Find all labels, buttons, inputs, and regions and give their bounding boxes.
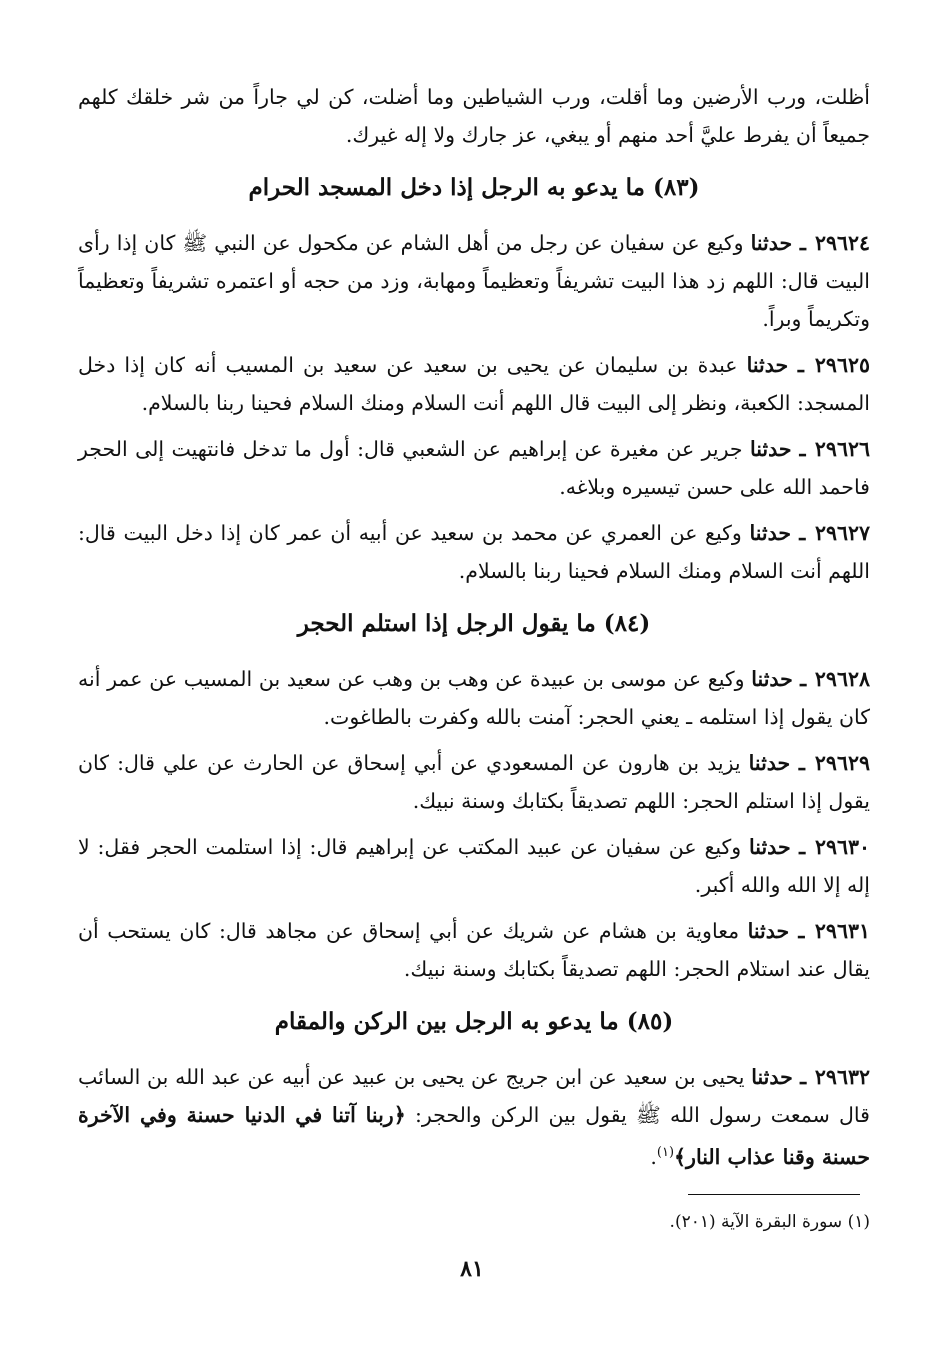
hadith-lead: ـ حدثنا (751, 667, 807, 691)
hadith-number: ٢٩٦٣٢ (814, 1065, 870, 1089)
hadith-number: ٢٩٦٣١ (814, 919, 870, 943)
hadith-text: معاوية بن هشام عن شريك عن أبي إسحاق عن مجاهد قال: كان يستحب أن يقال عند استلام الحجر: اللهم تصديقاً بكتابك وسنة نبيك. (78, 919, 870, 981)
intro-paragraph: أظلت، ورب الأرضين وما أقلت، ورب الشياطين وما أضلت، كن لي جاراً من شر خلقك كلهم جميعاً أن يفرط عليَّ أحد منهم أو يبغي، عز جارك ولا إله غيرك. (78, 85, 870, 147)
hadith-text: يزيد بن هارون عن المسعودي عن أبي إسحاق عن الحارث عن علي قال: كان يقول إذا استلم الحجر: اللهم تصديقاً بكتابك وسنة نبيك. (78, 751, 870, 813)
hadith-text: عبدة بن سليمان عن يحيى بن سعيد عن سعيد بن المسيب أنه كان إذا دخل المسجد: الكعبة، ونظر إلى البيت قال اللهم أنت السلام ومنك السلام فحينا ربنا بالسلام. (78, 353, 870, 415)
hadith-29631 (78, 912, 870, 988)
hadith-29624 (78, 224, 870, 338)
page-body (78, 78, 870, 1176)
hadith-29629 (78, 744, 870, 820)
hadith-number: ٢٩٦٢٦ (814, 437, 870, 461)
hadith-29630 (78, 828, 870, 904)
hadith-text: يحيى بن سعيد عن ابن جريج عن يحيى بن عبيد عن أبيه عن عبد الله بن السائب قال سمعت رسول الله ﷺ يقول بين الركن والحجر: (78, 1065, 870, 1127)
hadith-29628 (78, 660, 870, 736)
hadith-29626 (78, 430, 870, 506)
hadith-number: ٢٩٦٢٤ (814, 231, 870, 255)
hadith-lead: ـ حدثنا (747, 919, 805, 943)
hadith-lead: ـ حدثنا (746, 353, 804, 377)
quran-quote: ﴿ربنا آتنا في الدنيا حسنة وفي الآخرة حسنة وقنا عذاب النار﴾ (78, 1103, 870, 1169)
hadith-text: وكيع عن العمري عن محمد بن سعيد عن أبيه أن عمر كان إذا دخل البيت قال: اللهم أنت السلام ومنك السلام فحينا ربنا بالسلام. (78, 521, 870, 583)
hadith-number: ٢٩٦٢٨ (814, 667, 870, 691)
footnote-ref[interactable]: (١) (656, 1145, 675, 1160)
section-heading-83: (٨٣) ما يدعو به الرجل إذا دخل المسجد الحرام (248, 174, 700, 201)
hadith-number: ٢٩٦٢٥ (814, 353, 870, 377)
section-heading-85: (٨٥) ما يدعو به الرجل بين الركن والمقام (274, 1008, 674, 1035)
footnote-divider (688, 1194, 860, 1195)
hadith-lead: ـ حدثنا (750, 231, 806, 255)
hadith-29625 (78, 346, 870, 422)
section-heading-84: (٨٤) ما يقول الرجل إذا استلم الحجر (297, 610, 651, 637)
hadith-lead: ـ حدثنا (749, 437, 806, 461)
hadith-text: وكيع عن موسى بن عبيدة عن وهب بن وهب عن سعيد بن المسيب عن عمر أنه كان يقول إذا استلمه ـ يعني الحجر: آمنت بالله وكفرت بالطاغوت. (78, 667, 870, 729)
hadith-number: ٢٩٦٣٠ (814, 835, 870, 859)
page-number: ٨١ (460, 1256, 484, 1282)
hadith-text: وكيع عن سفيان عن عبيد المكتب عن إبراهيم قال: إذا استلمت الحجر فقل: لا إله إلا الله والله أكبر. (78, 835, 870, 897)
hadith-text: جرير عن مغيرة عن إبراهيم عن الشعبي قال: أول ما تدخل فانتهيت إلى الحجر فاحمد الله على حسن تيسيره وبلاغه. (78, 437, 870, 499)
hadith-29627 (78, 514, 870, 590)
hadith-lead: ـ حدثنا (748, 751, 805, 775)
hadith-number: ٢٩٦٢٧ (814, 521, 870, 545)
footnote: (١) سورة البقرة الآية (٢٠١). (669, 1212, 870, 1232)
hadith-lead: ـ حدثنا (749, 835, 806, 859)
hadith-end: . (650, 1144, 657, 1169)
hadith-29632 (78, 1058, 870, 1176)
hadith-lead: ـ حدثنا (751, 1065, 807, 1089)
hadith-number: ٢٩٦٢٩ (814, 751, 870, 775)
hadith-text: وكيع عن سفيان عن رجل من أهل الشام عن مكحول عن النبي ﷺ كان إذا رأى البيت قال: اللهم زد هذا البيت تشريفاً وتعظيماً ومهابة، وزد من حجه أو اعتمره تشريفاً وتعظيماً وتكريماً وبراً. (78, 231, 870, 331)
hadith-lead: ـ حدثنا (749, 521, 806, 545)
